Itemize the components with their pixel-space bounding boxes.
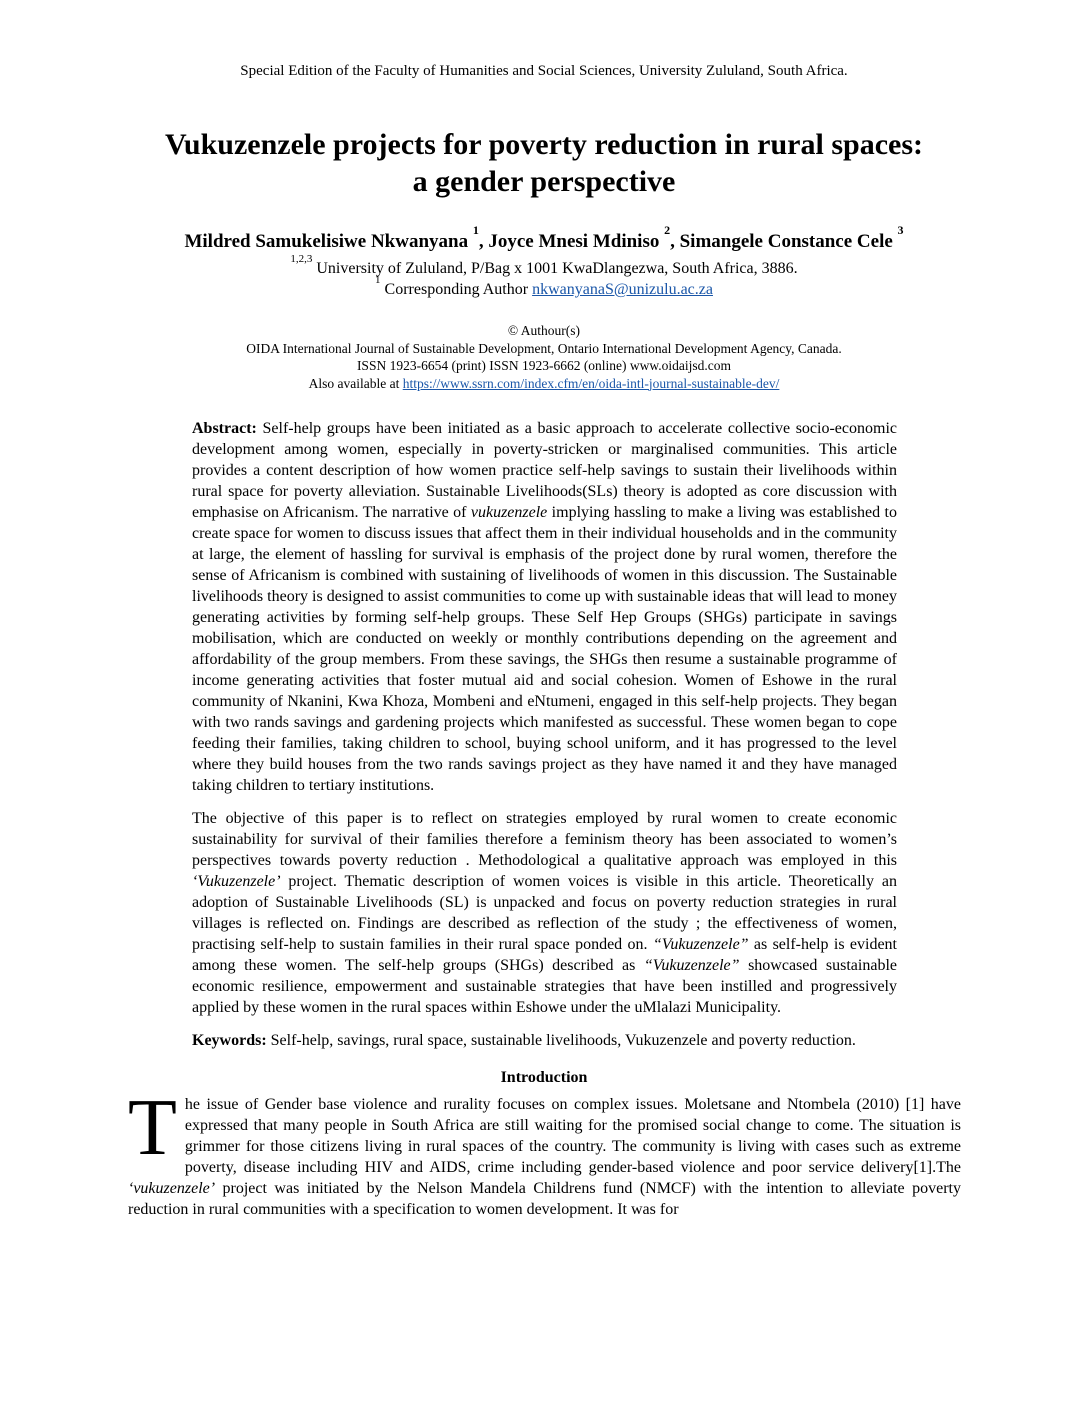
abstract-text: The objective of this paper is to reflect on strategies employed by rural women to create economic sustainability for survival of their families therefore a feminism theory has been associated to women’s perspectives towards poverty reduction . Methodological a qualitative approach was employed in this [192, 810, 897, 869]
abstract-paragraph-2 [192, 808, 897, 1018]
keywords-text: Self-help, savings, rural space, sustainable livelihoods, Vukuzenzele and poverty reduction. [266, 1032, 856, 1049]
author-superscript: 3 [897, 222, 904, 237]
ssrn-link[interactable]: https://www.ssrn.com/index.cfm/en/oida-intl-journal-sustainable-dev/ [402, 375, 780, 391]
abstract-italic-term: “Vukuzenzele” [643, 957, 740, 974]
author-name: Mildred Samukelisiwe Nkwanyana [184, 231, 473, 252]
abstract-text: as self-help is evident among these women. The self-help groups (SHGs) described as [192, 936, 897, 974]
author-superscript: 1 [472, 222, 479, 237]
introduction-heading: Introduction [500, 1069, 588, 1086]
availability-prefix: Also available at [308, 375, 403, 391]
abstract-text: Self-help groups have been initiated as a basic approach to accelerate collective socio-economic development among women, especially in poverty-stricken or marginalised communities. This article provides a content description of how women practice self-help savings to sustain their livelihoods within rural space for poverty alleviation. Sustainable Livelihoods(SLs) theory is adopted as core discussion with emphasise on Africanism. The narrative of [192, 420, 897, 521]
introduction-section [128, 1084, 961, 1220]
author-name: Simangele Constance Cele [679, 231, 898, 252]
abstract-label: Abstract: [192, 420, 257, 437]
paper-title [0, 126, 1088, 200]
author-superscript: 2 [664, 222, 671, 237]
abstract-section [192, 418, 897, 1051]
availability-line [0, 375, 1088, 393]
introduction-italic-term: ‘vukuzenzele’ [128, 1180, 216, 1197]
abstract-italic-term: “Vukuzenzele” [652, 936, 749, 953]
copyright-authors-line: © Authour(s) [507, 323, 581, 338]
corresponding-label: Corresponding Author [380, 281, 533, 298]
abstract-italic-term: vukuzenzele [470, 504, 548, 521]
author-name: Joyce Mnesi Mdiniso [488, 231, 665, 252]
introduction-paragraph [128, 1084, 961, 1220]
introduction-text: he issue of Gender base violence and rurality focuses on complex issues. Moletsane and Ntombela (2010) [1] have expressed that many people in South Africa are still waiting for the promised social change to come. The situation is grimmer for those citizens living in rural spaces of the country. The community is living with cases such as extreme poverty, disease including HIV and AIDS, crime including gender-based violence and poor service delivery[1].The [184, 1096, 961, 1176]
author-separator: , [670, 231, 680, 252]
page-header-note: Special Edition of the Faculty of Humanities and Social Sciences, University Zululand, South Africa. [240, 63, 848, 79]
drop-cap: T [128, 1084, 177, 1172]
affiliation-line [0, 252, 1088, 279]
affiliation-superscript: 1,2,3 [290, 252, 313, 265]
abstract-text: implying hassling to make a living was established to create space for women to discuss issues that affect them in their individual households and in the community at large, the element of hassling for survival is emphasis of the project done by rural women, therefore the sense of Africanism is combined with sustaining of livelihoods of women in this discussion. The Sustainable livelihoods theory is designed to assist communities to come up with sustainable ideas that will lead to money generating activities by forming self-help groups. These Self Hep Groups (SHGs) participate in savings mobilisation, which are conducted on weekly or monthly contributions depending on the agreement and affordability of the group members. From these savings, the SHGs then resume a sustainable programme of income generating activities that foster mutual aid and social cohesion. Women of Eshowe in the rural community of Nkanini, Kwa Khoza, Mombeni and eNtumeni, engaged in this self-help projects. They began with two rands savings and gardening projects which manifested as successful. These women began to cope feeding their families, taking children to school, buying school uniform, and it has progressed to the level where they build houses from the two rands savings project as they have named it and they have managed taking children to tertiary institutions. [192, 504, 897, 794]
affiliation-text: University of Zululand, P/Bag x 1001 KwaDlangezwa, South Africa, 3886. [312, 260, 798, 277]
keywords-line [192, 1030, 897, 1051]
introduction-text: project was initiated by the Nelson Mandela Childrens fund (NMCF) with the intention to alleviate poverty reduction in rural communities with a specification to women development. It was for [128, 1180, 961, 1218]
copyright-block [0, 322, 1088, 392]
paper-title-line1: Vukuzenzele projects for poverty reduction in rural spaces: [165, 128, 923, 161]
abstract-paragraph-1 [192, 418, 897, 796]
authors-line [0, 222, 1088, 254]
keywords-label: Keywords: [192, 1032, 267, 1049]
corresponding-superscript: 1 [375, 273, 381, 286]
abstract-text: showcased sustainable economic resilience, empowerment and sustainable strategies that have been instilled and progressively applied by these women in the rural spaces within Eshowe under the uMlalazi Municipality. [192, 957, 897, 1016]
journal-line: OIDA International Journal of Sustainable Development, Ontario International Development Agency, Canada. [246, 340, 842, 356]
abstract-italic-term: ‘Vukuzenzele’ [192, 873, 281, 890]
abstract-text: project. Thematic description of women voices is visible in this article. Theoretically an adoption of Sustainable Livelihoods (SL) is unpacked and focus on poverty reduction strategies in rural villages is reflected on. Findings are described as reflection of the study ; the effectiveness of women, practising self-help to sustain families in their rural space ponded on. [192, 873, 897, 953]
corresponding-email-link[interactable]: nkwanyanaS@unizulu.ac.za [532, 281, 713, 298]
author-separator: , [478, 231, 489, 252]
corresponding-author-line [0, 273, 1088, 300]
issn-line: ISSN 1923-6654 (print) ISSN 1923-6662 (online) www.oidaijsd.com [356, 358, 732, 373]
paper-title-line2: a gender perspective [412, 165, 676, 198]
